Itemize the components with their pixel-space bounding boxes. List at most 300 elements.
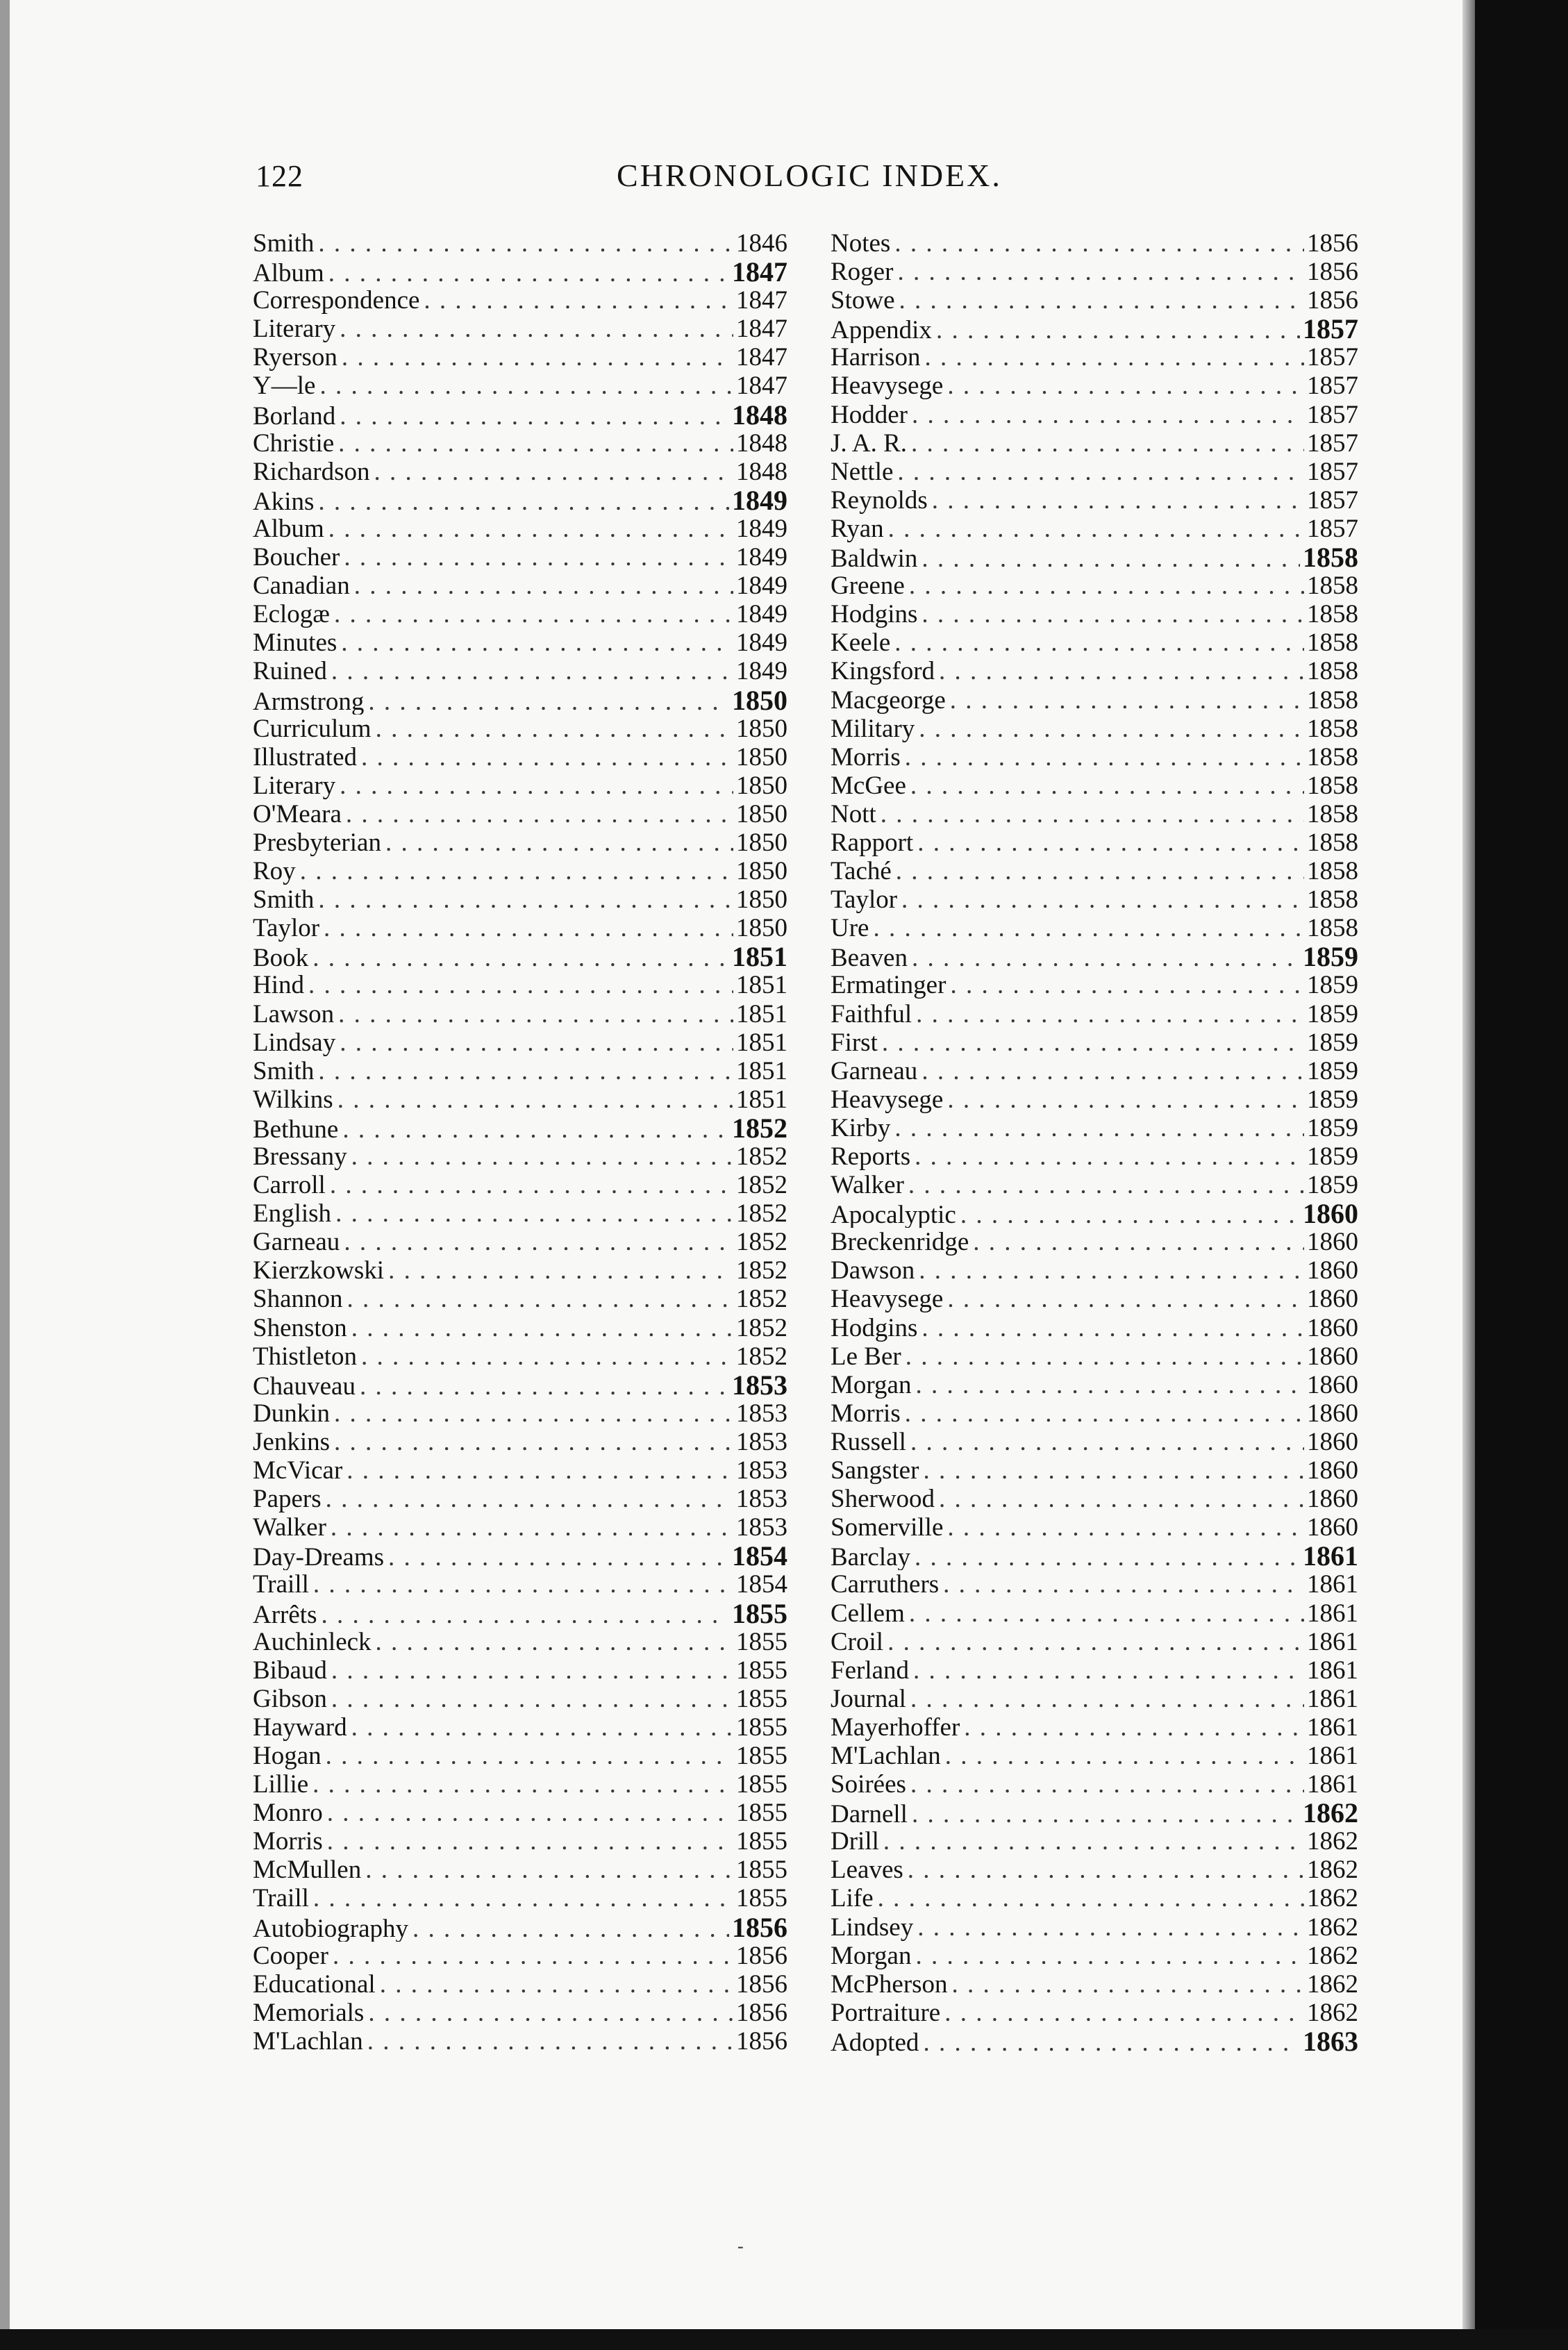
entry-year: 1855: [736, 1684, 787, 1713]
entry-year: 1861: [1307, 1656, 1358, 1685]
index-entry: [253, 1485, 787, 1513]
entry-title: Croil: [831, 1627, 884, 1656]
entry-year: 1852: [736, 1342, 787, 1371]
index-entry: [253, 600, 787, 628]
index-entry: [831, 1256, 1358, 1285]
entry-year: 1846: [736, 229, 787, 258]
entry-year: 1858: [1307, 572, 1358, 601]
dot-leader: [947, 1285, 1304, 1313]
entry-title: Eclogæ: [253, 600, 330, 629]
entry-title: Album: [253, 514, 324, 543]
entry-year: 1851: [736, 1056, 787, 1085]
page-header: [250, 151, 1361, 200]
entry-year: 1861: [1307, 1741, 1358, 1770]
entry-year: 1861: [1307, 1684, 1358, 1713]
dot-leader: [945, 1742, 1304, 1770]
entry-title: Heavysege: [831, 1085, 944, 1114]
entry-year: 1860: [1307, 1313, 1358, 1342]
dot-leader: [910, 1428, 1304, 1456]
index-entry: [831, 458, 1358, 486]
dot-leader: [346, 800, 733, 828]
entry-title: Soirées: [831, 1770, 906, 1799]
entry-year: 1855: [736, 1712, 787, 1742]
dot-leader: [897, 458, 1304, 486]
index-entry: [831, 515, 1358, 543]
index-entry: [831, 1085, 1358, 1114]
dot-leader: [347, 1285, 734, 1313]
index-entry: [253, 1142, 787, 1171]
entry-year: 1850: [736, 828, 787, 857]
index-entry: [253, 1827, 787, 1856]
entry-year: 1850: [736, 714, 787, 743]
entry-title: Day-Dreams: [253, 1543, 385, 1571]
entry-year: 1847: [736, 343, 787, 372]
index-entry: [253, 543, 787, 572]
entry-year: 1847: [736, 315, 787, 344]
entry-title: Borland: [253, 401, 336, 429]
dot-leader: [912, 1800, 1300, 1827]
index-entry: [831, 401, 1358, 429]
index-entry: [831, 1057, 1358, 1085]
index-entry: [253, 1371, 787, 1399]
index-entry: [831, 1713, 1358, 1742]
entry-title: J. A. R.: [831, 428, 908, 458]
entry-year: 1858: [1307, 714, 1358, 743]
index-entry: [831, 1342, 1358, 1371]
entry-year: 1857: [1307, 457, 1358, 486]
index-entry: [253, 1085, 787, 1114]
entry-year: 1853: [736, 1485, 787, 1514]
entry-title: Educational: [253, 1969, 376, 1999]
dot-leader: [341, 628, 733, 657]
index-entry: [253, 401, 787, 429]
entry-title: Morgan: [831, 1370, 912, 1399]
dot-leader: [331, 657, 733, 685]
dot-leader: [936, 316, 1300, 343]
entry-title: Taylor: [253, 914, 320, 943]
entry-title: Monro: [253, 1799, 323, 1828]
dot-leader: [911, 429, 1304, 458]
dot-leader: [340, 402, 729, 429]
entry-title: Harrison: [831, 343, 921, 372]
entry-year: 1857: [1303, 315, 1358, 344]
dot-leader: [910, 1770, 1304, 1799]
entry-title: Taché: [831, 857, 892, 886]
entry-year: 1852: [736, 1228, 787, 1257]
entry-year: 1852: [736, 1256, 787, 1285]
index-entry: [831, 1399, 1358, 1428]
entry-title: Ermatinger: [831, 971, 946, 1000]
entry-title: Reports: [831, 1142, 911, 1171]
entry-title: Portraiture: [831, 1998, 941, 2027]
dot-leader: [919, 715, 1304, 743]
index-entry: [253, 372, 787, 400]
entry-title: Boucher: [253, 543, 340, 572]
index-entry: [831, 1570, 1358, 1599]
index-entry: [831, 1628, 1358, 1656]
entry-title: Ure: [831, 914, 869, 943]
dot-leader: [964, 1713, 1304, 1742]
dot-leader: [319, 372, 733, 400]
index-entry: [253, 1770, 787, 1799]
entry-title: Reynolds: [831, 485, 928, 515]
index-entry: [253, 800, 787, 828]
dot-leader: [313, 1884, 733, 1912]
entry-title: Baldwin: [831, 544, 918, 572]
dot-leader: [943, 1570, 1304, 1599]
dot-leader: [376, 1628, 733, 1656]
entry-year: 1855: [736, 1799, 787, 1828]
entry-title: Lindsey: [831, 1912, 914, 1942]
entry-year: 1860: [1307, 1399, 1358, 1428]
entry-title: Arrêts: [253, 1600, 317, 1628]
dot-leader: [973, 1228, 1304, 1256]
entry-title: Keele: [831, 628, 891, 658]
index-entry: [253, 1428, 787, 1456]
entry-year: 1853: [736, 1456, 787, 1485]
index-entry: [253, 1114, 787, 1142]
entry-year: 1859: [1303, 942, 1358, 972]
dot-leader: [333, 1942, 733, 1970]
dot-leader: [312, 944, 729, 971]
entry-year: 1861: [1307, 1599, 1358, 1628]
entry-title: Chauveau: [253, 1372, 356, 1399]
index-entry: [831, 743, 1358, 772]
index-entry: [831, 1770, 1358, 1799]
index-entry: [831, 1942, 1358, 1970]
index-entry: [831, 1371, 1358, 1399]
dot-leader: [909, 1599, 1304, 1628]
entry-title: Kirby: [831, 1113, 891, 1142]
index-entry: [831, 1000, 1358, 1028]
entry-year: 1860: [1307, 1513, 1358, 1542]
index-entry: [831, 1656, 1358, 1685]
dot-leader: [950, 971, 1304, 999]
entry-title: Somerville: [831, 1513, 944, 1542]
entry-title: Dawson: [831, 1256, 915, 1285]
entry-year: 1848: [736, 457, 787, 486]
index-entry: [253, 914, 787, 942]
entry-title: Barclay: [831, 1543, 911, 1571]
index-entry: [831, 772, 1358, 800]
index-entry: [831, 1285, 1358, 1313]
dot-leader: [424, 286, 733, 315]
entry-title: Leaves: [831, 1856, 903, 1885]
index-entry: [253, 343, 787, 372]
entry-title: Greene: [831, 572, 905, 601]
dot-leader: [318, 885, 733, 914]
entry-year: 1849: [736, 657, 787, 686]
dot-leader: [921, 1057, 1304, 1085]
entry-title: Y—le: [253, 372, 316, 401]
entry-year: 1850: [736, 857, 787, 886]
index-entry: [831, 572, 1358, 600]
index-entry: [831, 1485, 1358, 1513]
index-entry: [831, 657, 1358, 685]
scan-border-right: [1475, 0, 1568, 2350]
entry-year: 1849: [736, 600, 787, 629]
dot-leader: [917, 1913, 1304, 1942]
entry-title: Cellem: [831, 1599, 905, 1628]
index-entry: [831, 1171, 1358, 1199]
index-entry: [253, 286, 787, 315]
index-entry: [831, 1856, 1358, 1884]
dot-leader: [960, 1201, 1300, 1228]
entry-title: Life: [831, 1884, 874, 1913]
entry-title: Hodgins: [831, 1313, 918, 1342]
entry-year: 1850: [736, 914, 787, 943]
entry-title: Smith: [253, 229, 315, 258]
scan-spine-shadow: [1462, 0, 1475, 2350]
index-entry: [253, 942, 787, 971]
entry-title: English: [253, 1199, 332, 1228]
entry-year: 1858: [1307, 799, 1358, 828]
entry-title: Stowe: [831, 286, 895, 315]
dot-leader: [873, 914, 1304, 942]
dot-leader: [909, 572, 1304, 600]
dot-leader: [919, 1256, 1304, 1285]
dot-leader: [912, 944, 1300, 971]
dot-leader: [887, 1628, 1304, 1656]
dot-leader: [340, 1028, 733, 1057]
dot-leader: [344, 1228, 733, 1256]
entry-title: Correspondence: [253, 286, 420, 315]
index-entry: [253, 429, 787, 458]
index-entry: [253, 1942, 787, 1970]
entry-title: Gibson: [253, 1684, 327, 1713]
entry-title: Canadian: [253, 572, 350, 601]
entry-year: 1860: [1307, 1342, 1358, 1371]
entry-year: 1856: [736, 2026, 787, 2056]
dot-leader: [351, 1142, 733, 1171]
index-column-right: [831, 229, 1358, 2056]
index-entry: [831, 971, 1358, 999]
entry-year: 1849: [736, 628, 787, 658]
index-entry: [253, 1513, 787, 1542]
entry-title: Akins: [253, 487, 315, 515]
entry-year: 1856: [736, 1941, 787, 1970]
index-entry: [253, 1399, 787, 1428]
index-entry: [831, 1884, 1358, 1912]
dot-leader: [374, 458, 733, 486]
scan-border-bottom: [0, 2329, 1568, 2350]
entry-title: McMullen: [253, 1856, 362, 1885]
dot-leader: [883, 1827, 1304, 1856]
dot-leader: [923, 1456, 1304, 1485]
dot-leader: [385, 828, 733, 857]
index-entry: [831, 1799, 1358, 1827]
index-entry: [831, 486, 1358, 515]
dot-leader: [912, 401, 1304, 429]
entry-year: 1858: [1307, 628, 1358, 658]
entry-title: Album: [253, 259, 324, 287]
entry-year: 1852: [736, 1171, 787, 1200]
dot-leader: [327, 1827, 733, 1856]
entry-title: McPherson: [831, 1969, 948, 1999]
entry-year: 1862: [1303, 1799, 1358, 1828]
index-entry: [253, 1314, 787, 1342]
index-entry: [253, 315, 787, 343]
index-entry: [831, 1542, 1358, 1570]
entry-title: Minutes: [253, 628, 337, 658]
dot-leader: [947, 1085, 1304, 1114]
index-entry: [831, 1114, 1358, 1142]
dot-leader: [331, 1656, 733, 1685]
entry-year: 1858: [1307, 771, 1358, 800]
entry-title: Memorials: [253, 1998, 365, 2027]
index-entry: [831, 715, 1358, 743]
entry-year: 1859: [1307, 1113, 1358, 1142]
index-entry: [831, 828, 1358, 857]
entry-year: 1858: [1307, 657, 1358, 686]
index-entry: [831, 1428, 1358, 1456]
index-entry: [831, 1599, 1358, 1628]
index-entry: [253, 857, 787, 885]
entry-title: Morris: [831, 742, 901, 772]
entry-title: Mayerhoffer: [831, 1712, 960, 1742]
index-entry: [831, 343, 1358, 372]
entry-title: M'Lachlan: [831, 1741, 941, 1770]
dot-leader: [939, 657, 1304, 685]
entry-title: M'Lachlan: [253, 2026, 363, 2056]
entry-title: Carroll: [253, 1171, 326, 1200]
dot-leader: [368, 688, 729, 715]
entry-year: 1859: [1307, 1171, 1358, 1200]
entry-title: Beaven: [831, 944, 908, 972]
entry-title: Literary: [253, 771, 336, 800]
index-entry: [831, 800, 1358, 828]
entry-year: 1851: [736, 999, 787, 1028]
entry-title: Apocalyptic: [831, 1201, 956, 1228]
entry-title: Hogan: [253, 1741, 322, 1770]
dot-leader: [308, 971, 733, 999]
entry-year: 1857: [1307, 428, 1358, 458]
entry-title: Traill: [253, 1570, 309, 1599]
index-entry: [253, 2027, 787, 2056]
entry-year: 1855: [736, 1741, 787, 1770]
index-entry: [831, 372, 1358, 400]
index-entry: [253, 1799, 787, 1827]
dot-leader: [342, 343, 733, 372]
index-entry: [253, 1199, 787, 1228]
entry-year: 1859: [1307, 1028, 1358, 1057]
entry-year: 1853: [736, 1427, 787, 1456]
entry-year: 1850: [736, 799, 787, 828]
index-entry: [253, 1342, 787, 1371]
entry-year: 1852: [732, 1113, 787, 1142]
index-entry: [253, 686, 787, 715]
entry-year: 1849: [736, 514, 787, 543]
index-entry: [253, 1228, 787, 1256]
dot-leader: [367, 2027, 733, 2056]
index-entry: [253, 515, 787, 543]
dot-leader: [337, 1085, 733, 1114]
index-entry: [253, 971, 787, 999]
entry-title: First: [831, 1028, 878, 1057]
dot-leader: [923, 2028, 1300, 2056]
entry-year: 1860: [1307, 1285, 1358, 1314]
entry-title: Armstrong: [253, 687, 365, 715]
dot-leader: [351, 1314, 733, 1342]
entry-year: 1852: [736, 1285, 787, 1314]
entry-title: Bethune: [253, 1115, 339, 1142]
entry-title: Papers: [253, 1485, 322, 1514]
entry-year: 1862: [1307, 1969, 1358, 1999]
entry-year: 1861: [1307, 1712, 1358, 1742]
dot-leader: [313, 1570, 733, 1599]
dot-leader: [939, 1485, 1304, 1513]
entry-title: Bibaud: [253, 1656, 327, 1685]
entry-year: 1856: [736, 1998, 787, 2027]
entry-year: 1859: [1307, 971, 1358, 1000]
entry-title: Dunkin: [253, 1399, 330, 1428]
entry-year: 1858: [1307, 914, 1358, 943]
dot-leader: [882, 1028, 1304, 1057]
entry-title: Kierzkowski: [253, 1256, 385, 1285]
entry-year: 1855: [736, 1627, 787, 1656]
entry-title: O'Meara: [253, 799, 342, 828]
index-column-left: [253, 229, 787, 2056]
dot-leader: [896, 857, 1304, 885]
index-entry: [253, 1656, 787, 1685]
entry-title: Walker: [831, 1171, 904, 1200]
entry-title: Military: [831, 714, 915, 743]
entry-title: Shannon: [253, 1285, 343, 1314]
entry-year: 1860: [1307, 1256, 1358, 1285]
index-entry: [831, 2027, 1358, 2056]
entry-title: Shenston: [253, 1313, 347, 1342]
dot-leader: [365, 1856, 733, 1884]
page-number: 122: [256, 159, 303, 193]
entry-year: 1854: [732, 1542, 787, 1571]
dot-leader: [878, 1884, 1304, 1912]
entry-year: 1860: [1307, 1456, 1358, 1485]
entry-title: Journal: [831, 1684, 906, 1713]
entry-title: Walker: [253, 1513, 326, 1542]
entry-year: 1860: [1307, 1370, 1358, 1399]
dot-leader: [915, 1142, 1304, 1171]
entry-year: 1858: [1307, 857, 1358, 886]
entry-title: Hodder: [831, 400, 908, 429]
dot-leader: [921, 1314, 1304, 1342]
entry-year: 1858: [1307, 685, 1358, 715]
entry-year: 1859: [1307, 999, 1358, 1028]
index-entry: [253, 885, 787, 914]
dot-leader: [894, 229, 1304, 258]
index-entry: [253, 486, 787, 515]
index-entry: [253, 1456, 787, 1485]
dot-leader: [388, 1543, 729, 1570]
dot-leader: [881, 800, 1304, 828]
entry-year: 1858: [1307, 828, 1358, 857]
footer-mark: -: [737, 2236, 744, 2256]
entry-title: Morris: [253, 1827, 323, 1856]
index-entry: [831, 1456, 1358, 1485]
dot-leader: [334, 1399, 733, 1428]
entry-year: 1847: [736, 372, 787, 401]
entry-year: 1850: [736, 885, 787, 915]
index-entry: [253, 1884, 787, 1912]
entry-title: Sangster: [831, 1456, 919, 1485]
dot-leader: [376, 715, 733, 743]
index-entry: [253, 1970, 787, 1999]
index-entry: [253, 1171, 787, 1199]
entry-year: 1856: [732, 1912, 787, 1942]
entry-year: 1848: [736, 428, 787, 458]
entry-year: 1853: [736, 1399, 787, 1428]
entry-year: 1861: [1303, 1542, 1358, 1571]
entry-title: Roy: [253, 857, 296, 886]
